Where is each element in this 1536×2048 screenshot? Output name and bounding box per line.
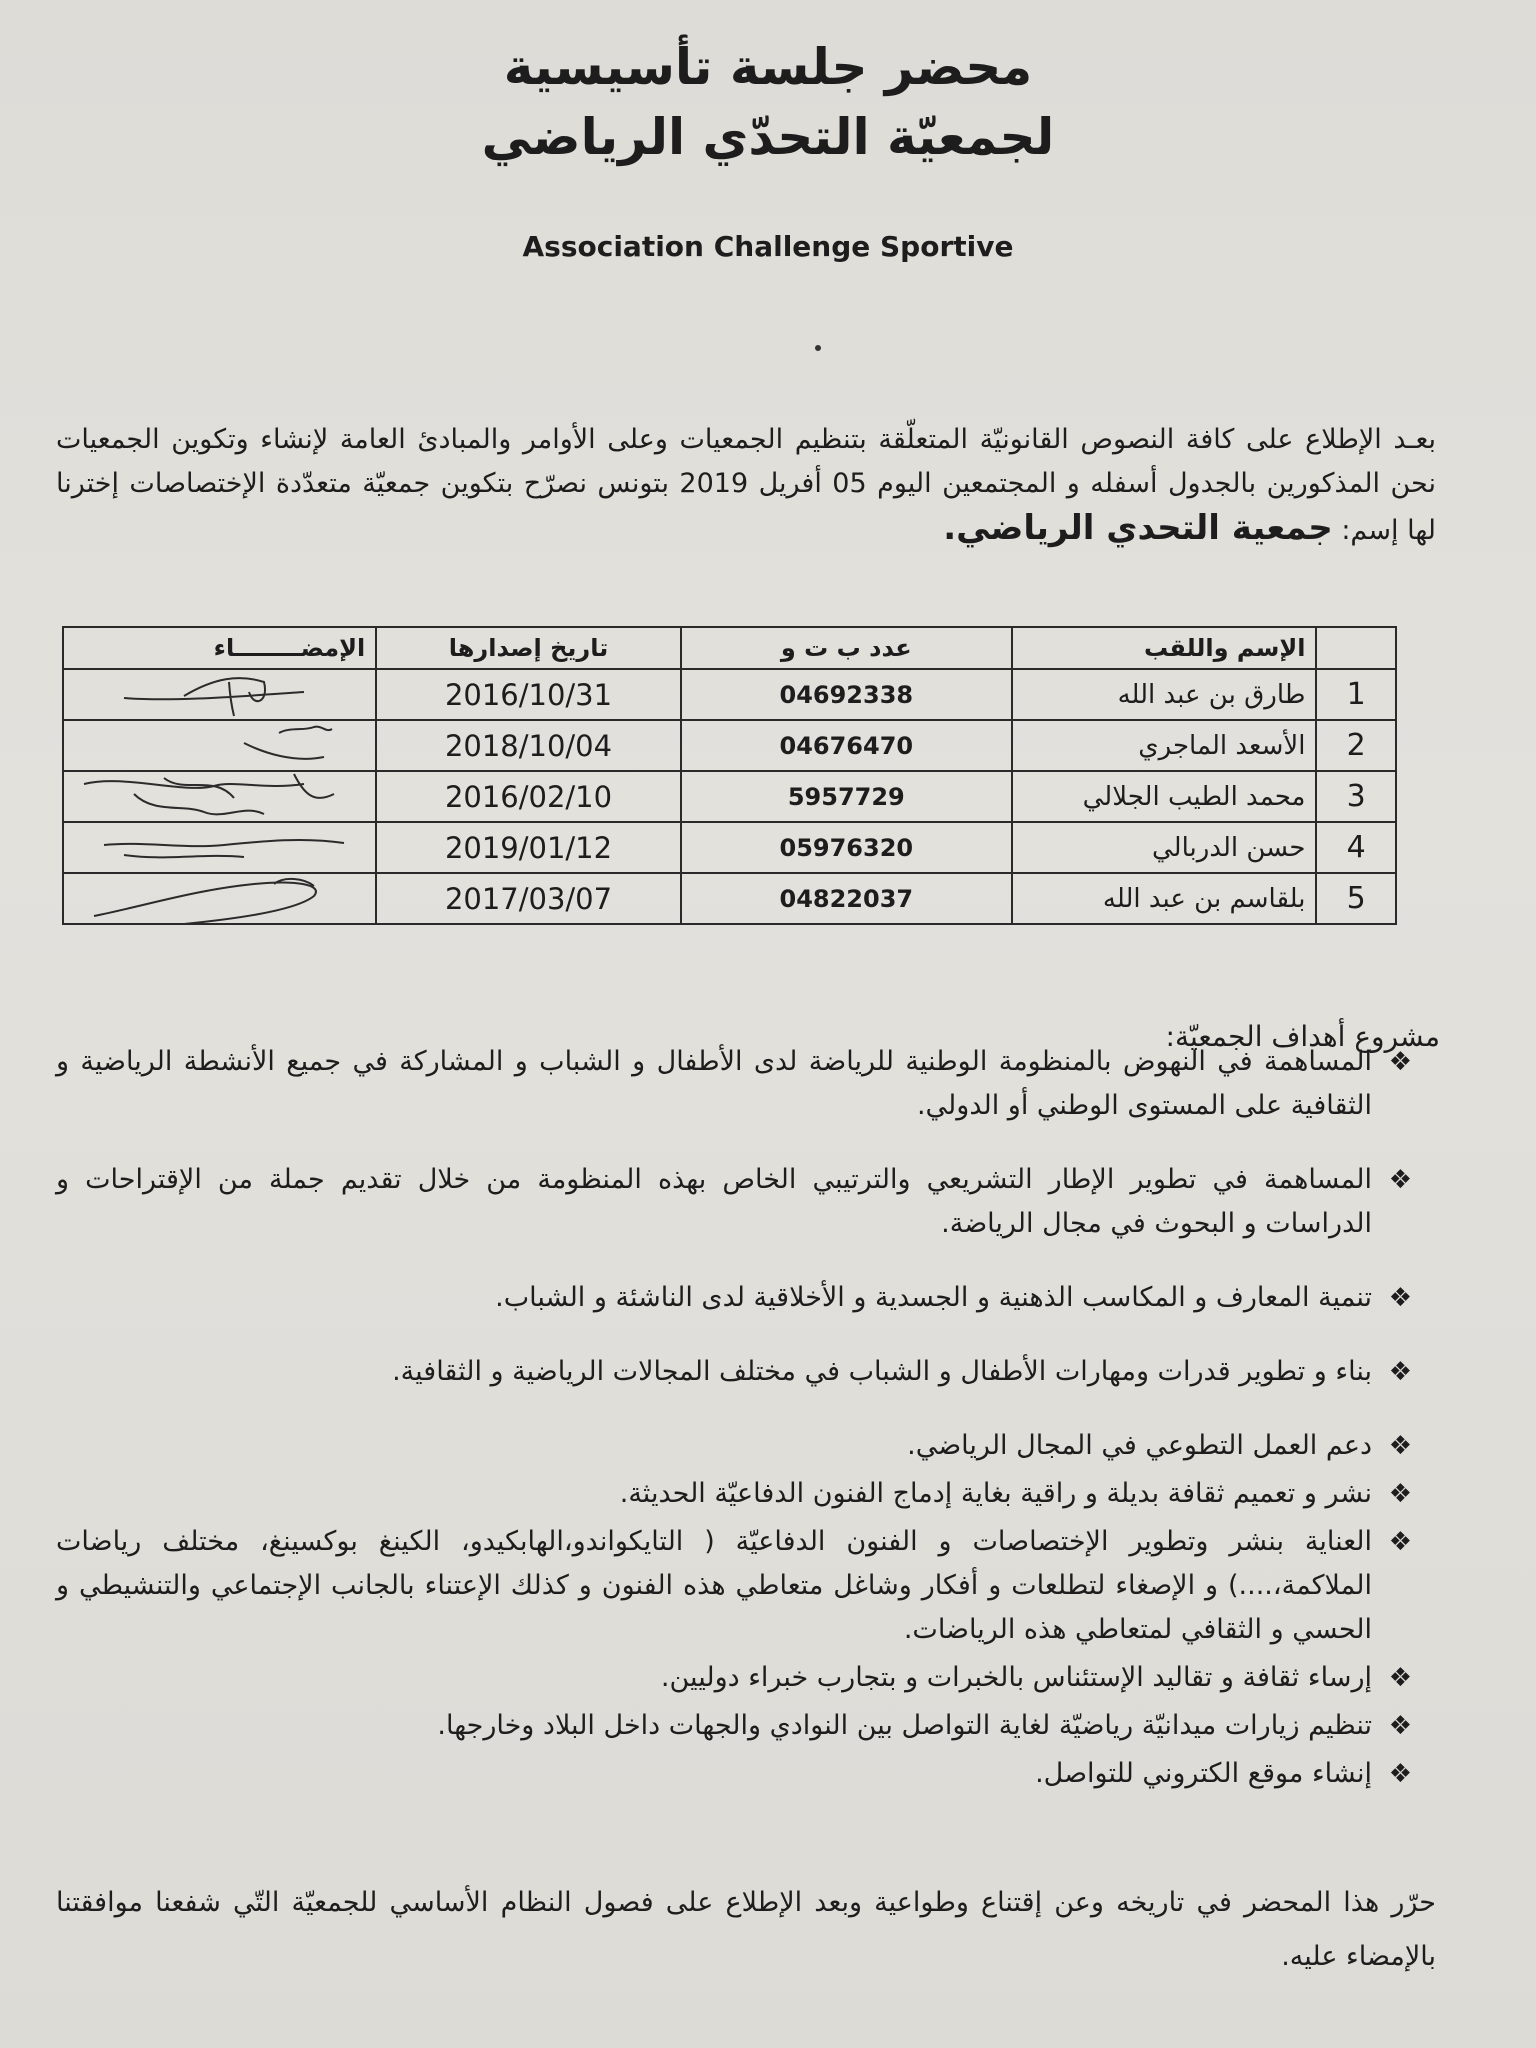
- bullet-icon: ❖: [1388, 1759, 1412, 1789]
- row-name: محمد الطيب الجلالي: [1012, 771, 1317, 822]
- list-item: ❖ المساهمة في تطوير الإطار التشريعي والترتيبي الخاص بهذه المنظومة من خلال تقديم جملة من الإقتراحات و الدراسات و البحوث في مجال الرياضة.: [56, 1158, 1412, 1246]
- row-cin: 05976320: [681, 822, 1012, 873]
- list-item: ❖ المساهمة في النهوض بالمنظومة الوطنية للرياضة لدى الأطفال و الشباب و المشاركة في جميع الأنشطة الرياضية و الثقافية على المستوى الوطني أو الدولي.: [56, 1040, 1412, 1128]
- bullet-icon: ❖: [1388, 1047, 1412, 1077]
- row-name: حسن الدربالي: [1012, 822, 1317, 873]
- row-number: 4: [1316, 822, 1396, 873]
- intro-text: بعـد الإطلاع على كافة النصوص القانونيّة المتعلّقة بتنظيم الجمعيات وعلى الأوامر والمبادئ العامة لإنشاء وتكوين الجمعيات نحن المذكورين بالجدول أسفله و المجتمعين اليوم 05 أفريل 2019 بتونس نصرّح بتكوين جمعيّة متعدّدة الإختصاصات إخترنا لها إسم:: [56, 424, 1436, 546]
- row-number: 3: [1316, 771, 1396, 822]
- list-item: ❖ إرساء ثقافة و تقاليد الإستئناس بالخبرات و بتجارب خبراء دوليين.: [56, 1656, 1412, 1700]
- association-name: جمعية التحدي الرياضي.: [943, 508, 1333, 548]
- bullet-icon: ❖: [1388, 1165, 1412, 1195]
- row-cin: 5957729: [681, 771, 1012, 822]
- row-number: 1: [1316, 669, 1396, 720]
- header-cin: عدد ب ت و: [681, 627, 1012, 669]
- row-number: 5: [1316, 873, 1396, 924]
- row-date: 2019/01/12: [376, 822, 681, 873]
- list-item: ❖ العناية بنشر وتطوير الإختصاصات و الفنون الدفاعيّة ( التايكواندو،الهابكيدو، الكينغ بوكسينغ، مختلف رياضات الملاكمة،....) و الإصغاء لتطلعات و أفكار وشاغل متعاطي هذه الفنون و كذلك الإعتناء بالجانب الإجتماعي والتنشيطي و الحسي و الثقافي لمتعاطي هذه الرياضات.: [56, 1520, 1412, 1652]
- table-row: [63, 873, 1396, 924]
- list-item: ❖ تنمية المعارف و المكاسب الذهنية و الجسدية و الأخلاقية لدى الناشئة و الشباب.: [56, 1276, 1412, 1320]
- header-number: [1316, 627, 1396, 669]
- list-item: ❖ بناء و تطوير قدرات ومهارات الأطفال و الشباب في مختلف المجالات الرياضية و الثقافية.: [56, 1350, 1412, 1394]
- list-item: ❖ إنشاء موقع الكتروني للتواصل.: [56, 1752, 1412, 1796]
- document-title-association: لجمعيّة التحدّي الرياضي: [481, 108, 1055, 166]
- founders-table: [62, 626, 1397, 925]
- row-name: بلقاسم بن عبد الله: [1012, 873, 1317, 924]
- bullet-icon: ❖: [1388, 1479, 1412, 1509]
- stray-dot: [815, 345, 821, 351]
- row-date: 2016/02/10: [376, 771, 681, 822]
- row-name: طارق بن عبد الله: [1012, 669, 1317, 720]
- row-name: الأسعد الماجري: [1012, 720, 1317, 771]
- closing-paragraph: حرّر هذا المحضر في تاريخه وعن إقتناع وطواعية وبعد الإطلاع على فصول النظام الأساسي للجمعيّة التّي شفعنا موافقتنا بالإمضاء عليه.: [56, 1887, 1436, 1972]
- row-date: 2018/10/04: [376, 720, 681, 771]
- header-signature: الإمضــــــــاء: [63, 627, 376, 669]
- bullet-icon: ❖: [1388, 1527, 1412, 1557]
- row-number: 2: [1316, 720, 1396, 771]
- row-cin: 04676470: [681, 720, 1012, 771]
- row-cin: 04822037: [681, 873, 1012, 924]
- document-title: محضر جلسة تأسيسية: [503, 38, 1033, 96]
- header-name: الإسم واللقب: [1012, 627, 1317, 669]
- document-subtitle: Association Challenge Sportive: [522, 230, 1014, 263]
- bullet-icon: ❖: [1388, 1711, 1412, 1741]
- signature-5-icon: [64, 866, 364, 936]
- row-date: 2016/10/31: [376, 669, 681, 720]
- bullet-icon: ❖: [1388, 1431, 1412, 1461]
- objectives-list: [56, 1040, 1412, 1800]
- header-date: تاريخ إصدارها: [376, 627, 681, 669]
- row-cin: 04692338: [681, 669, 1012, 720]
- objectives-title: مشروع أهداف الجمعيّة:: [1165, 1020, 1440, 1053]
- list-item: ❖ تنظيم زيارات ميدانيّة رياضيّة لغاية التواصل بين النوادي والجهات داخل البلاد وخارجها.: [56, 1704, 1412, 1748]
- bullet-icon: ❖: [1388, 1663, 1412, 1693]
- row-date: 2017/03/07: [376, 873, 681, 924]
- bullet-icon: ❖: [1388, 1283, 1412, 1313]
- list-item: ❖ دعم العمل التطوعي في المجال الرياضي.: [56, 1424, 1412, 1468]
- signature-cell: [63, 873, 376, 924]
- intro-paragraph: [56, 418, 1436, 553]
- bullet-icon: ❖: [1388, 1357, 1412, 1387]
- list-item: ❖ نشر و تعميم ثقافة بديلة و راقية بغاية إدماج الفنون الدفاعيّة الحديثة.: [56, 1472, 1412, 1516]
